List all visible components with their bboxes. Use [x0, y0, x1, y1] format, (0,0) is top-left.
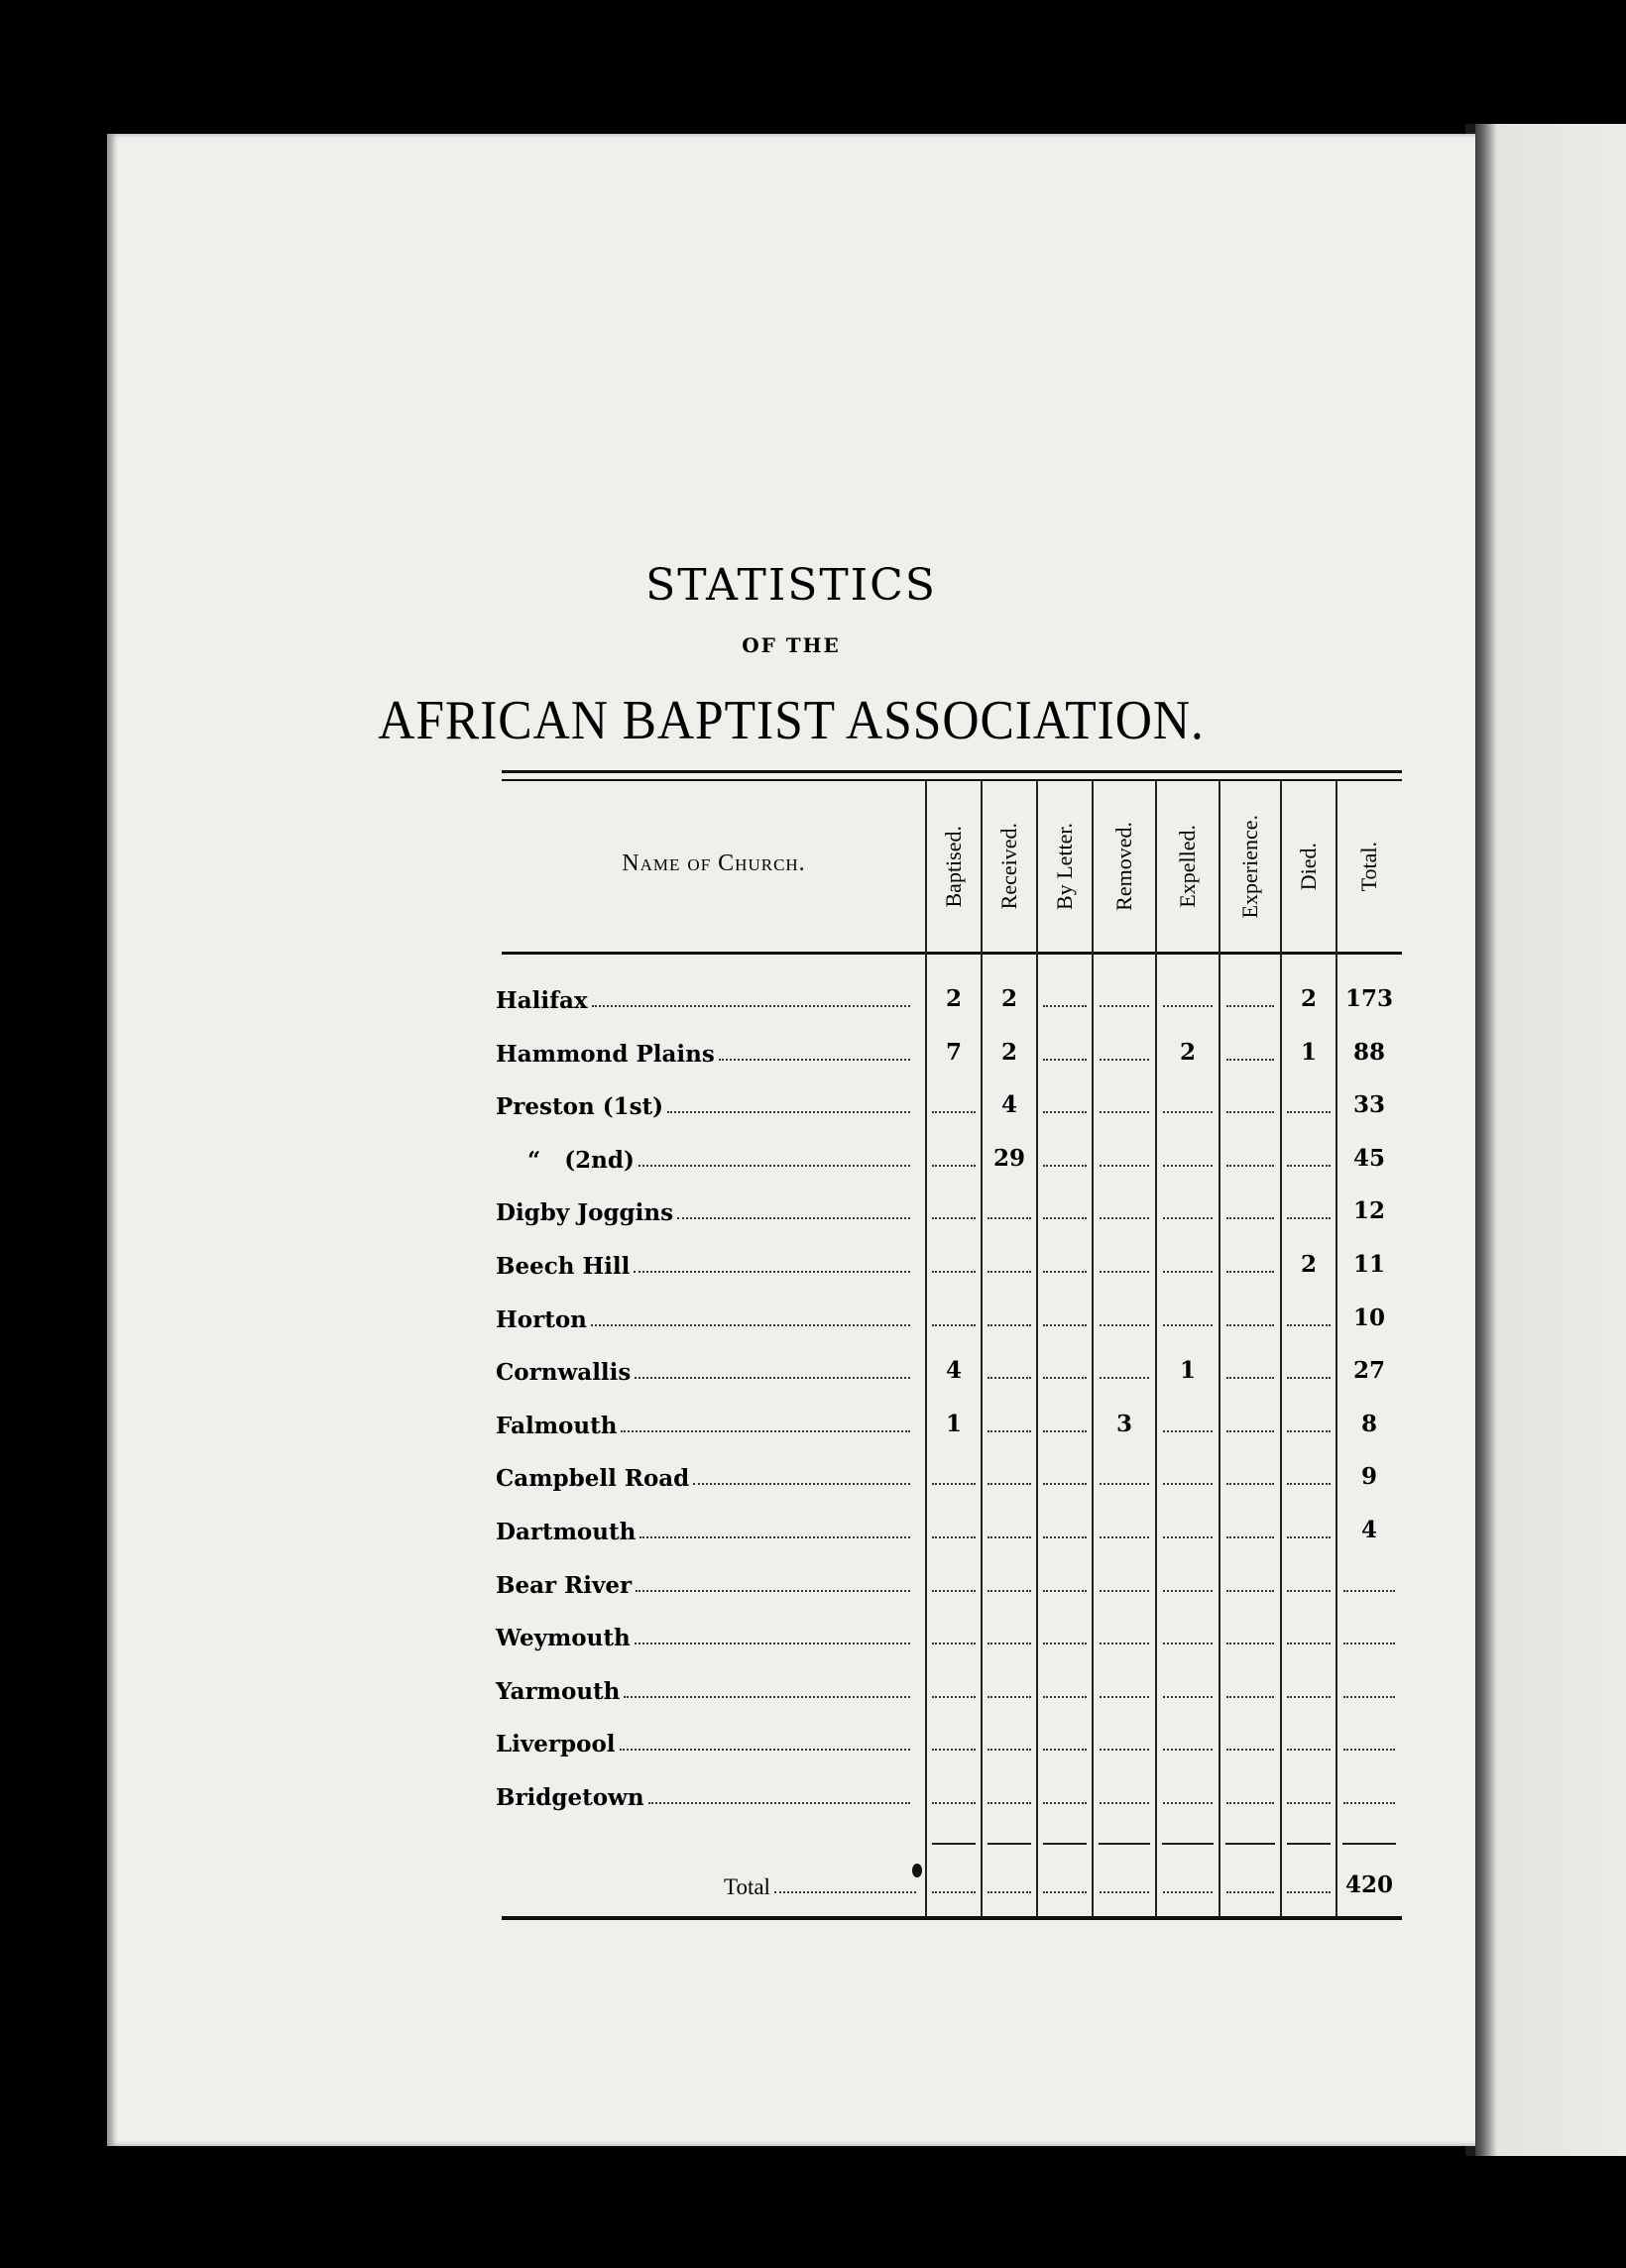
church-name: Horton	[496, 1294, 910, 1333]
cell-expelled	[1156, 1559, 1220, 1599]
table-row	[496, 1028, 1402, 1081]
table-row	[496, 1771, 1402, 1825]
cell-received: 2	[1000, 985, 1017, 1012]
cell-total	[1336, 1771, 1402, 1811]
cell-total: 8	[1360, 1410, 1377, 1437]
cell-experience	[1220, 1665, 1281, 1705]
cell-received	[982, 1771, 1037, 1811]
cell-received	[982, 1612, 1037, 1651]
cell-total: 420	[1344, 1871, 1393, 1898]
cell-total	[1336, 1718, 1402, 1758]
cell-total: 9	[1360, 1463, 1377, 1491]
cell-total: 10	[1352, 1304, 1385, 1331]
cell-expelled	[1156, 1240, 1220, 1280]
table-row	[496, 1294, 1402, 1347]
cell-expelled	[1156, 1187, 1220, 1226]
cell-experience	[1220, 1452, 1281, 1492]
church-name: Weymouth	[496, 1612, 910, 1651]
cell-by-letter	[1037, 1240, 1093, 1280]
cell-removed	[1093, 1559, 1156, 1599]
cell-by-letter	[1037, 1452, 1093, 1492]
cell-received	[982, 1506, 1037, 1545]
cell-total: 33	[1352, 1091, 1385, 1119]
cell-baptised: 2	[945, 985, 962, 1012]
table-row	[496, 1400, 1402, 1453]
table-bottom-rule	[502, 1916, 1402, 1920]
column-rule	[1155, 781, 1157, 1916]
cell-total: 27	[1352, 1357, 1385, 1385]
cell-removed	[1093, 1506, 1156, 1545]
cell-died	[1281, 1612, 1336, 1651]
column-header-by-letter: By Letter.	[1052, 823, 1077, 910]
cell-experience	[1220, 1506, 1281, 1545]
cell-baptised	[926, 1187, 982, 1226]
cell-by-letter	[1037, 1861, 1093, 1900]
ornament-dot	[912, 1864, 922, 1877]
cell-removed	[1093, 1080, 1156, 1120]
cell-baptised	[926, 1665, 982, 1705]
cell-removed	[1093, 1452, 1156, 1492]
cell-died	[1281, 1346, 1336, 1386]
cell-received	[982, 1294, 1037, 1333]
column-rule	[981, 781, 983, 1916]
table-row	[496, 1187, 1402, 1240]
cell-expelled	[1156, 1612, 1220, 1651]
cell-experience	[1220, 1400, 1281, 1439]
facing-page-edge	[1475, 124, 1626, 2156]
cell-expelled	[1156, 1452, 1220, 1492]
church-name: Preston (1st)	[496, 1080, 910, 1120]
church-name: Falmouth	[496, 1400, 910, 1439]
cell-died: 2	[1300, 1250, 1317, 1278]
cell-died	[1281, 1771, 1336, 1811]
cell-experience	[1220, 1559, 1281, 1599]
cell-expelled: 1	[1179, 1357, 1196, 1385]
cell-by-letter	[1037, 974, 1093, 1014]
cell-expelled	[1156, 1080, 1220, 1120]
cell-received: 2	[1000, 1038, 1017, 1066]
cell-experience	[1220, 1028, 1281, 1068]
cell-received	[982, 1861, 1037, 1900]
cell-baptised	[926, 1452, 982, 1492]
cell-by-letter	[1037, 1400, 1093, 1439]
column-rule	[1092, 781, 1094, 1916]
church-name: Bridgetown	[496, 1771, 910, 1811]
column-header-name-of-church: Name of Church.	[622, 850, 806, 876]
cell-total: 4	[1360, 1516, 1377, 1543]
cell-by-letter	[1037, 1187, 1093, 1226]
cell-expelled	[1156, 1134, 1220, 1174]
cell-died	[1281, 1861, 1336, 1900]
cell-experience	[1220, 1771, 1281, 1811]
cell-died	[1281, 1718, 1336, 1758]
statistics-table	[496, 770, 1402, 1920]
cell-removed	[1093, 1346, 1156, 1386]
cell-experience	[1220, 1187, 1281, 1226]
cell-baptised	[926, 1080, 982, 1120]
cell-expelled: 2	[1179, 1038, 1196, 1066]
cell-removed	[1093, 1612, 1156, 1651]
cell-baptised	[926, 1506, 982, 1545]
church-name: Dartmouth	[496, 1506, 910, 1545]
cell-received	[982, 1718, 1037, 1758]
cell-removed	[1093, 1294, 1156, 1333]
cell-experience	[1220, 1240, 1281, 1280]
cell-expelled	[1156, 1718, 1220, 1758]
cell-experience	[1220, 1294, 1281, 1333]
title-statistics: STATISTICS	[645, 560, 937, 611]
cell-received	[982, 1240, 1037, 1280]
cell-by-letter	[1037, 1612, 1093, 1651]
column-header-baptised: Baptised.	[941, 825, 966, 908]
cell-total	[1336, 1665, 1402, 1705]
column-header-experience: Experience.	[1237, 814, 1262, 919]
cell-died	[1281, 1506, 1336, 1545]
table-row	[496, 1240, 1402, 1294]
title-association: AFRICAN BAPTIST ASSOCIATION.	[378, 690, 1205, 751]
cell-expelled	[1156, 1506, 1220, 1545]
cell-removed	[1093, 1665, 1156, 1705]
church-name: Yarmouth	[496, 1665, 910, 1705]
table-row	[496, 974, 1402, 1028]
cell-experience	[1220, 974, 1281, 1014]
cell-baptised	[926, 1240, 982, 1280]
cell-experience	[1220, 1134, 1281, 1174]
cell-removed	[1093, 1134, 1156, 1174]
cell-expelled	[1156, 1861, 1220, 1900]
cell-expelled	[1156, 974, 1220, 1014]
church-name: Bear River	[496, 1559, 910, 1599]
cell-total	[1336, 1559, 1402, 1599]
table-header	[502, 781, 1402, 952]
church-name: Hammond Plains	[496, 1028, 910, 1068]
table-row	[496, 1134, 1402, 1188]
cell-baptised: 1	[945, 1410, 962, 1437]
table-row	[496, 1452, 1402, 1506]
table-row	[496, 1612, 1402, 1665]
document-page	[107, 134, 1475, 2146]
church-name: Halifax	[496, 974, 910, 1014]
cell-died	[1281, 1080, 1336, 1120]
cell-experience	[1220, 1718, 1281, 1758]
cell-died: 1	[1300, 1038, 1317, 1066]
cell-total: 12	[1352, 1197, 1385, 1225]
title-of-the: OF THE	[742, 633, 841, 657]
cell-removed	[1093, 1187, 1156, 1226]
table-body	[496, 955, 1402, 1825]
cell-died: 2	[1300, 985, 1317, 1012]
cell-by-letter	[1037, 1665, 1093, 1705]
cell-by-letter	[1037, 1346, 1093, 1386]
cell-died	[1281, 1400, 1336, 1439]
column-header-total: Total.	[1356, 841, 1381, 892]
cell-baptised	[926, 1612, 982, 1651]
cell-received	[982, 1559, 1037, 1599]
table-row	[496, 1718, 1402, 1771]
cell-died	[1281, 1559, 1336, 1599]
column-header-died: Died.	[1296, 842, 1321, 891]
church-name: Digby Joggins	[496, 1187, 910, 1226]
church-name: Beech Hill	[496, 1240, 910, 1280]
table-row	[496, 1346, 1402, 1400]
cell-total: 45	[1352, 1144, 1385, 1172]
cell-experience	[1220, 1346, 1281, 1386]
cell-baptised	[926, 1559, 982, 1599]
cell-baptised	[926, 1294, 982, 1333]
column-header-received: Received.	[996, 823, 1021, 910]
church-name: Cornwallis	[496, 1346, 910, 1386]
cell-baptised	[926, 1134, 982, 1174]
cell-experience	[1220, 1861, 1281, 1900]
column-rule	[1036, 781, 1038, 1916]
cell-expelled	[1156, 1294, 1220, 1333]
cell-baptised	[926, 1771, 982, 1811]
cell-removed	[1093, 1861, 1156, 1900]
cell-expelled	[1156, 1400, 1220, 1439]
table-row	[496, 1080, 1402, 1134]
cell-by-letter	[1037, 1771, 1093, 1811]
cell-by-letter	[1037, 1134, 1093, 1174]
cell-experience	[1220, 1080, 1281, 1120]
cell-died	[1281, 1187, 1336, 1226]
cell-received: 4	[1000, 1091, 1017, 1119]
cell-died	[1281, 1294, 1336, 1333]
church-name: Campbell Road	[496, 1452, 910, 1492]
cell-received	[982, 1400, 1037, 1439]
table-row	[496, 1559, 1402, 1613]
cell-total	[1336, 1612, 1402, 1651]
column-header-expelled: Expelled.	[1175, 825, 1200, 908]
cell-total: 88	[1352, 1038, 1385, 1066]
total-separator	[502, 1825, 1402, 1861]
cell-removed	[1093, 1028, 1156, 1068]
cell-removed	[1093, 1240, 1156, 1280]
table-row	[496, 1506, 1402, 1559]
church-name: Liverpool	[496, 1718, 910, 1758]
cell-received	[982, 1346, 1037, 1386]
cell-by-letter	[1037, 1294, 1093, 1333]
total-row	[502, 1861, 1402, 1916]
cell-by-letter	[1037, 1718, 1093, 1758]
column-rule	[1280, 781, 1282, 1916]
cell-baptised	[926, 1718, 982, 1758]
table-top-rule	[502, 770, 1402, 773]
church-name: “ (2nd)	[496, 1134, 910, 1174]
cell-received	[982, 1187, 1037, 1226]
cell-removed: 3	[1115, 1410, 1132, 1437]
cell-baptised: 4	[945, 1357, 962, 1385]
cell-expelled	[1156, 1665, 1220, 1705]
cell-by-letter	[1037, 1080, 1093, 1120]
cell-expelled	[1156, 1771, 1220, 1811]
total-label: Total	[496, 1861, 916, 1900]
cell-removed	[1093, 1718, 1156, 1758]
cell-died	[1281, 1452, 1336, 1492]
cell-died	[1281, 1665, 1336, 1705]
cell-by-letter	[1037, 1028, 1093, 1068]
table-row	[496, 1665, 1402, 1719]
cell-received	[982, 1452, 1037, 1492]
cell-total: 173	[1344, 985, 1393, 1012]
column-rule	[1336, 781, 1337, 1916]
cell-experience	[1220, 1612, 1281, 1651]
cell-total: 11	[1352, 1250, 1385, 1278]
cell-removed	[1093, 974, 1156, 1014]
cell-received	[982, 1665, 1037, 1705]
cell-baptised	[926, 1861, 982, 1900]
cell-died	[1281, 1134, 1336, 1174]
column-rule	[925, 781, 927, 1916]
column-header-removed: Removed.	[1111, 822, 1136, 911]
cell-by-letter	[1037, 1506, 1093, 1545]
cell-by-letter	[1037, 1559, 1093, 1599]
cell-baptised: 7	[945, 1038, 962, 1066]
column-rule	[1219, 781, 1220, 1916]
cell-removed	[1093, 1771, 1156, 1811]
cell-received: 29	[992, 1144, 1025, 1172]
